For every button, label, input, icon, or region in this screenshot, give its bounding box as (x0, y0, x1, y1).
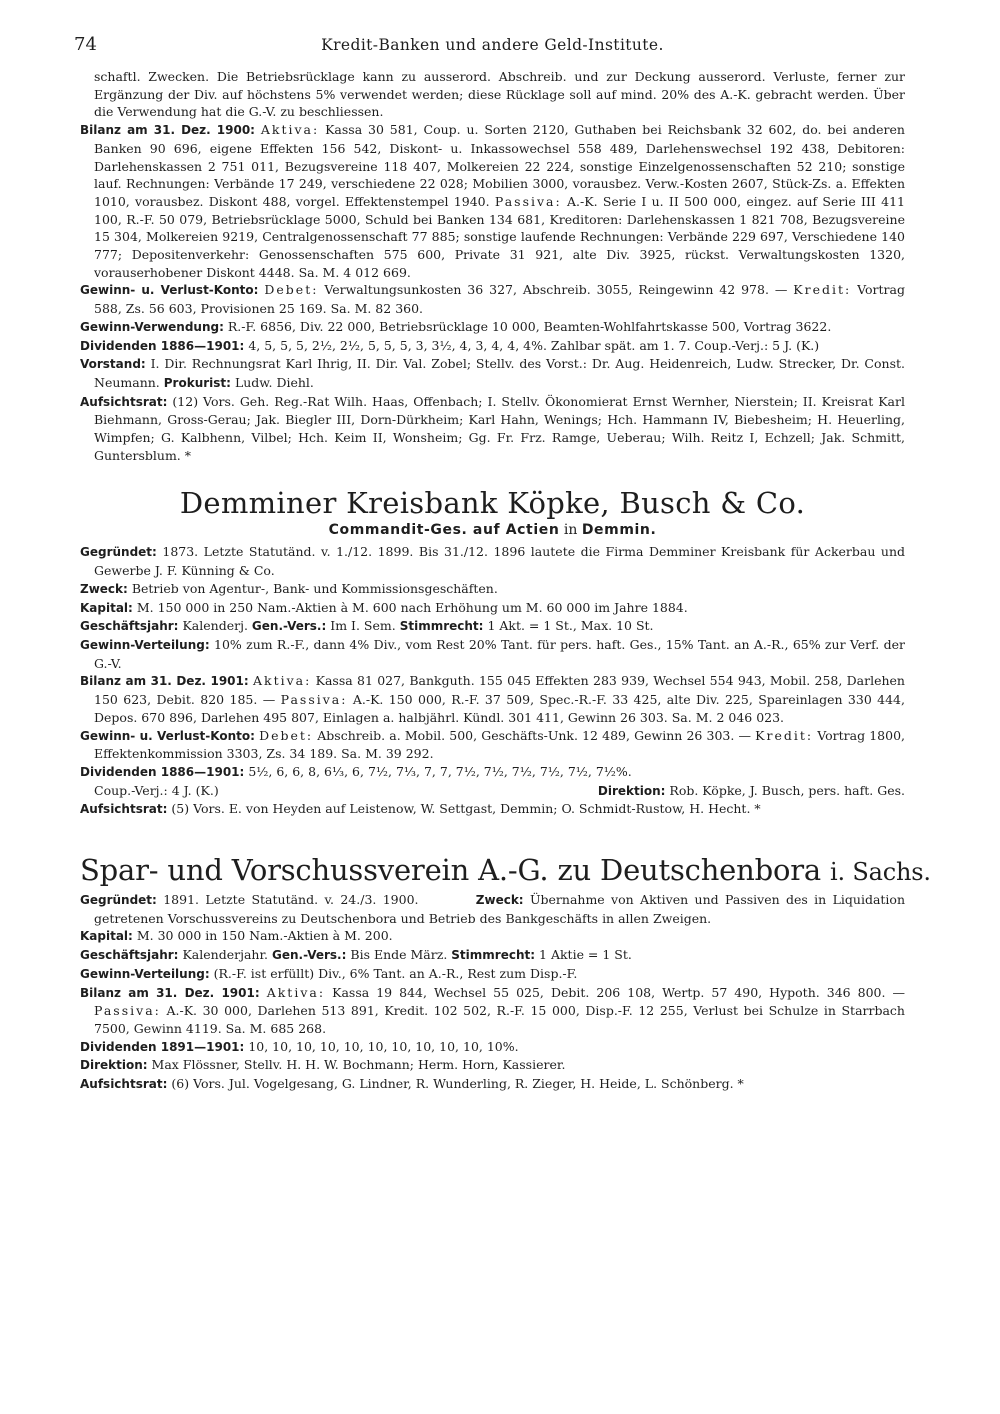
entry1-bilanz: Bilanz am 31. Dez. 1900: Aktiva: Kassa 30 581, Coup. u. Sorten 2120, Guthaben bei Reichsbank 32 602, do. bei anderen Banken 90 696, eigene Effekten 156 542, Diskont- u. Inkassowechsel 558 489, Darlehenswechsel 192 438, Debitoren: Darlehenskassen 2 751 011, Bezugsvereine 118 407, Molkereien 22 224, sonstige Einzelgenossenschaften 52 210; sonstige lauf. Rechnungen: Verbände 17 249, verschiedene 22 028; Mobilien 3000, vorausbez. Verw.-Kosten 2607, Stück-Zs. a. Effekten 1010, vorausbez. Diskont 488, vorgel. Effektenstempel 1940. Passiva: A.-K. Serie I u. II 500 000, eingez. auf Serie III 411 100, R.-F. 50 079, Betriebsrücklage 5000, Schuld bei Banken 134 681, Kreditoren: Darlehenskassen 1 821 708, Bezugsvereine 15 304, Molkereien 9219, Centralgenossenschaft 77 885; sonstige laufende Rechnungen: Verbände 229 697, Verschiedene 140 777; Depositenverkehr: Genossenschaften 575 600, Private 31 921, alte Div. 3925, rückst. Verwaltungskosten 1320, vorauserhobener Diskont 4448. Sa. M. 4 012 669. (80, 122, 905, 280)
entry2-coup-direktion (80, 782, 905, 801)
entry3-direktion: Direktion: Max Flössner, Stellv. H. H. W. Bochmann; Herm. Horn, Kassierer. (80, 1057, 566, 1073)
entry3-bilanz: Bilanz am 31. Dez. 1901: Aktiva: Kassa 19 844, Wechsel 55 025, Debit. 206 108, Wertp. 57 490, Hypoth. 346 800. — Passiva: A.-K. 30 000, Darlehen 513 891, Kredit. 102 502, R.-F. 15 000, Disp.-F. 12 255, Verlust bei Schulze in Starrbach 7500, Gewinn 4119. Sa. M. 685 268. (80, 984, 905, 1036)
entry2-gewinn-verteilung: Gewinn-Verteilung: 10% zum R.-F., dann 4% Div., vom Rest 20% Tant. für pers. haft. Ges., 15% Tant. an A.-R., 65% zur Verf. der G.-V. (80, 636, 905, 671)
entry-continued (80, 68, 905, 464)
entry2-title: Demminer Kreisbank Köpke, Busch & Co. (179, 486, 806, 521)
entry2-direktion: Direktion: Rob. Köpke, J. Busch, pers. haft. Ges. (597, 782, 905, 798)
page-header (74, 30, 905, 60)
entry-spar-vorschussverein (80, 853, 931, 1094)
entry2-kapital: Kapital: M. 150 000 in 250 Nam.-Aktien à M. 600 nach Erhöhung um M. 60 000 im Jahre 1884. (80, 599, 688, 615)
entry2-bilanz: Bilanz am 31. Dez. 1901: Aktiva: Kassa 81 027, Bankguth. 155 045 Effekten 283 939, Wechsel 554 943, Mobil. 258, Darlehen 150 623, Debit. 820 185. — Passiva: A.-K. 150 000, R.-F. 37 509, Spec.-R.-F. 33 425, alte Div. 225, Spareinlagen 330 444, Depos. 670 896, Darlehen 495 807, Einlagen a. halbjährl. Kündl. 301 411, Gewinn 26 303. Sa. M. 2 046 023. (80, 673, 905, 725)
entry1-gewinn-verwendung: Gewinn-Verwendung: R.-F. 6856, Div. 22 000, Betriebsrücklage 10 000, Beamten-Wohlfahrtskasse 500, Vortrag 3622. (80, 318, 832, 334)
entry3-geschaeftsjahr: Geschäftsjahr: Kalenderjahr. Gen.-Vers.: Bis Ende März. Stimmrecht: 1 Aktie = 1 St. (80, 947, 632, 963)
entry3-gewinn-verteilung: Gewinn-Verteilung: (R.-F. ist erfüllt) Div., 6% Tant. an A.-R., Rest zum Disp.-F. (80, 965, 578, 981)
running-title: Kredit-Banken und andere Geld-Institute. (321, 36, 664, 54)
entry2-gegruendet: Gegründet: 1873. Letzte Statutänd. v. 1./12. 1899. Bis 31./12. 1896 lautete die Firma Demminer Kreisbank für Ackerbau und Gewerbe J. F. Künning & Co. (80, 544, 905, 579)
entry1-vorstand: Vorstand: I. Dir. Rechnungsrat Karl Ihrig, II. Dir. Val. Zobel; Stellv. des Vorst.: Dr. Aug. Heidenreich, Ludw. Strecker, Dr. Const. Neumann. Prokurist: Ludw. Diehl. (80, 356, 905, 390)
entry2-geschaeftsjahr: Geschäftsjahr: Kalenderj. Gen.-Vers.: Im I. Sem. Stimmrecht: 1 Akt. = 1 St., Max. 10 St. (80, 618, 654, 634)
entry1-gewinn-verlust: Gewinn- u. Verlust-Konto: Debet: Verwaltungsunkosten 36 327, Abschreib. 3055, Reingewinn 42 978. — Kredit: Vortrag 588, Zs. 56 603, Provisionen 25 169. Sa. M. 82 360. (80, 282, 905, 317)
entry2-coup: Coup.-Verj.: 4 J. (K.) (94, 782, 219, 798)
entry1-dividenden: Dividenden 1886—1901: 4, 5, 5, 5, 2½, 2½, 5, 5, 5, 3, 3½, 4, 3, 4, 4, 4%. Zahlbar spät. am 1. 7. Coup.-Verj.: 5 J. (K.) (80, 337, 820, 353)
entry1-intro: schaftl. Zwecken. Die Betriebsrücklage kann zu ausserord. Abschreib. und zur Deckung ausserord. Verluste, ferner zur Ergänzung der Div. auf höchstens 5% verwendet werden; diese Rücklage soll auf mind. 20% des A.-K. gebracht werden. Über die Verwendung hat die G.-V. zu beschliessen. (94, 69, 905, 120)
entry3-aufsichtsrat: Aufsichtsrat: (6) Vors. Jul. Vogelgesang, G. Lindner, R. Wunderling, R. Zieger, H. Heide, L. Schönberg. * (80, 1076, 744, 1092)
entry2-aufsichtsrat: Aufsichtsrat: (5) Vors. E. von Heyden auf Leistenow, W. Settgast, Demmin; O. Schmidt-Rustow, H. Hecht. * (80, 801, 761, 817)
entry3-title: Spar- und Vorschussverein A.-G. zu Deutschenbora i. Sachs. (80, 853, 931, 888)
entry3-kapital: Kapital: M. 30 000 in 150 Nam.-Aktien à M. 200. (80, 928, 393, 944)
page (74, 30, 931, 1094)
entry1-aufsichtsrat: Aufsichtsrat: (12) Vors. Geh. Reg.-Rat Wilh. Haas, Offenbach; I. Stellv. Ökonomierat Ernst Wernher, Nierstein; II. Kreisrat Karl Biehmann, Gross-Gerau; Jak. Biegler III, Dorn-Dürkheim; Karl Hahn, Wenings; Hch. Hammann IV, Biebesheim; H. Heuerling, Wimpfen; G. Kalbhenn, Vilbel; Hch. Keim II, Wonsheim; Gg. Fr. Frz. Ramge, Ueberau; Wilh. Reitz I, Echzell; Jak. Schmitt, Guntersblum. * (80, 393, 905, 463)
entry3-gegruendet-zweck: Gegründet: 1891. Letzte Statutänd. v. 24./3. 1900. Zweck: Übernahme von Aktiven und Passiven des in Liquidation getretenen Vorschussvereins zu Deutschenbora und Betrieb des Bankgeschäfts in allen Zweigen. (80, 892, 905, 926)
page-number: 74 (74, 34, 97, 55)
entry2-dividenden: Dividenden 1886—1901: 5½, 6, 6, 8, 6⅓, 6, 7½, 7⅓, 7, 7, 7½, 7½, 7½, 7½, 7½, 7½%. (80, 763, 632, 779)
entry2-zweck: Zweck: Betrieb von Agentur-, Bank- und Kommissionsgeschäften. (80, 580, 498, 596)
entry2-gewinn-verlust: Gewinn- u. Verlust-Konto: Debet: Abschreib. a. Mobil. 500, Geschäfts-Unk. 12 489, Gewinn 26 303. — Kredit: Vortrag 1800, Effektenkommission 3303, Zs. 34 189. Sa. M. 39 292. (80, 727, 906, 762)
entry-demminer-kreisbank (80, 486, 905, 819)
entry3-dividenden: Dividenden 1891—1901: 10, 10, 10, 10, 10, 10, 10, 10, 10, 10, 10%. (80, 1038, 519, 1054)
entry2-subtitle: Commandit-Ges. auf Actien in Demmin. (328, 522, 657, 539)
